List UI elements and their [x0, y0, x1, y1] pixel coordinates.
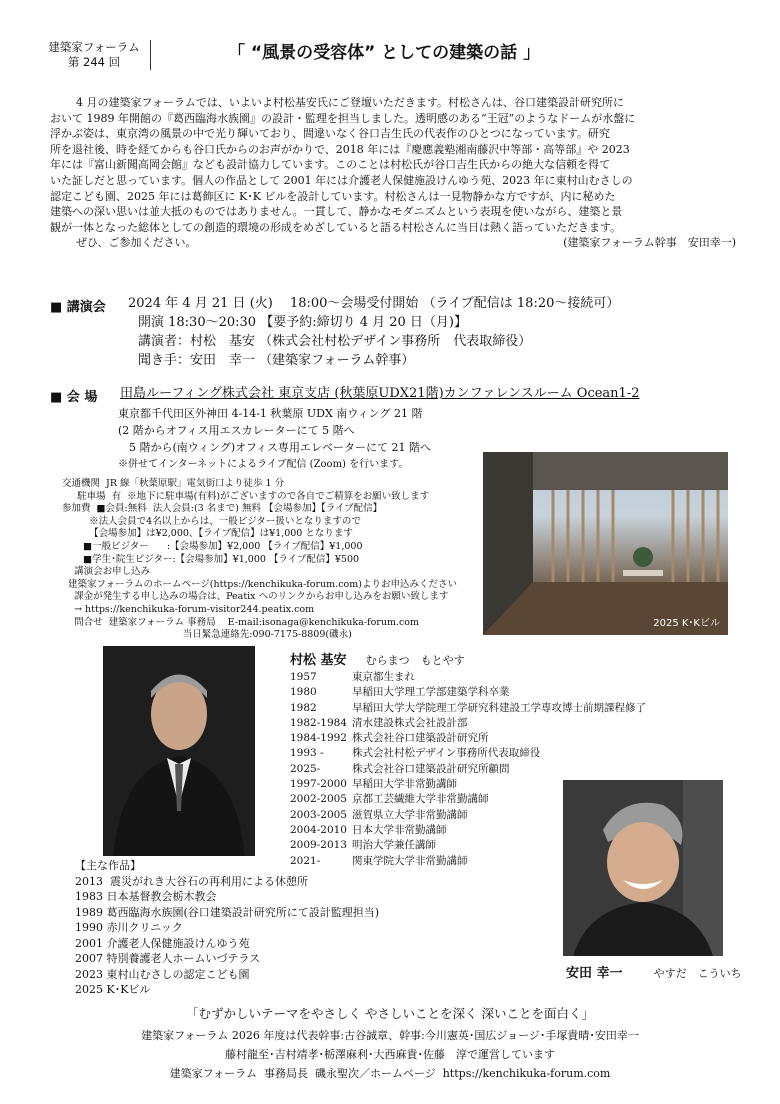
contact-phone: 当日緊急連絡先:090-7175-8809(磯永): [62, 629, 352, 641]
career-description: 早稲田大学非常勤講師: [352, 778, 457, 791]
lecture-heading: ■ 講演会: [50, 300, 106, 315]
details-block: [62, 478, 482, 642]
career-description: 滋賀県立大学非常勤講師: [352, 808, 468, 821]
venue-live-note: ※併せてインターネットによるライブ配信 (Zoom) を行います。: [118, 459, 409, 470]
lecture-interviewer: 聞き手：安田 幸一 （建築家フォーラム幹事）: [138, 353, 415, 368]
career-year: 1980: [290, 686, 317, 699]
venue-route-1: (2 階からオフィス用エスカレーターにて 5 階へ: [118, 424, 355, 437]
career-year: 1997-2000: [290, 778, 347, 791]
detail-line: 駐車場 有 ※地下に駐車場(有料)がございますので各自でご精算をお願い致します: [62, 490, 430, 502]
peatix-link[interactable]: → https://kenchikuka-forum-visitor244.peatix.com: [62, 603, 315, 615]
org-name: 建築家フォーラム: [48, 40, 140, 54]
works-block: [75, 858, 495, 998]
building-photo-caption: 2025 K･Kビル: [653, 618, 720, 629]
detail-line: ■一般ビジター :【会場参加】¥2,000 【ライブ配信】¥1,000: [62, 540, 363, 552]
page-title: 「 “風景の受容体” としての建築の話 」: [228, 43, 541, 63]
intro-line: 4 月の建築家フォーラムでは、いよいよ村松基安氏にご登壇いただきます。村松さんは、谷口建築設計研究所に: [76, 96, 624, 109]
career-row: [290, 670, 730, 685]
career-row: [290, 701, 730, 716]
interviewer-image: [563, 780, 723, 956]
detail-line: ※法人会員で4名以上からは、一般ビジター扱いとなりますので: [62, 515, 361, 527]
footer-line: 建築家フォーラム 2026 年度は代表幹事:古谷誠章、幹事:今川憲英･国広ジョージ･手塚貴晴･安田幸一: [141, 1029, 639, 1042]
work-item: 2025 K･Kビル: [75, 983, 151, 996]
career-year: 1993 -: [290, 747, 324, 760]
work-item: 1983 日本基督教会栃木教会: [75, 890, 217, 903]
career-year: 1982: [290, 701, 317, 714]
career-year: 2003-2005: [290, 808, 347, 821]
interviewer-name: 安田 幸一: [566, 966, 623, 981]
intro-line: いた証しだと思っています。個人の作品として 2001 年には介護老人保健施設けんゆう苑、2023 年に東村山むさしの: [50, 173, 633, 187]
intro-line: 認定こども園、2025 年には葛飾区に K･K ビルを設計しています。村松さんは一見物静かな方ですが、内に秘めた: [50, 189, 616, 203]
career-description: 株式会社谷口建築設計研究所: [352, 732, 489, 745]
intro-closing: ぜひ、ご参加ください。: [76, 236, 197, 250]
speaker-portrait: [103, 646, 255, 856]
career-description: 明治大学兼任講師: [352, 839, 436, 852]
intro-line: おいて 1989 年開館の『葛西臨海水族園』の設計・監理を担当しました。透明感のある“王冠”のようなドームが水盤に: [50, 111, 636, 125]
career-row: [290, 746, 730, 761]
career-year: 1982-1984: [290, 716, 347, 729]
career-year: 2004-2010: [290, 823, 347, 836]
career-year: 2002-2005: [290, 793, 347, 806]
speaker-name: 村松 基安: [290, 653, 347, 668]
detail-line: 講演会お申し込み: [62, 566, 151, 578]
footer-line: 建築家フォーラム 事務局長 磯永聖次／ホームページ https://kenchikuka-forum.com: [169, 1067, 611, 1080]
venue-address-block: [118, 405, 478, 473]
career-year: 2009-2013: [290, 839, 347, 852]
detail-line: 交通機関 JR 線「秋葉原駅」電気街口より徒歩 1 分: [62, 478, 285, 489]
work-item: 2001 介護老人保健施設けんゆう苑: [75, 936, 250, 950]
work-item: 1989 葛西臨海水族園(谷口建築設計研究所にて設計監理担当): [75, 905, 380, 919]
intro-text: [50, 95, 740, 251]
career-year: 1957: [290, 671, 317, 683]
career-description: 京都工芸繊維大学非常勤講師: [352, 793, 489, 806]
header-org-block: [46, 40, 142, 70]
career-row: [290, 731, 730, 746]
intro-line: 観が一体となった総体としての創造的環境の形成をめざしていると語る村松さんに当日は熱く語っていただきます。: [50, 220, 622, 234]
footer-line: 藤村龍至･吉村靖孝･栃澤麻利･大西麻貴･佐藤 淳で運営しています: [225, 1048, 555, 1061]
contact-line: 問合せ 建築家フォーラム 事務局 E-mail:isonaga@kenchikuka-forum.com: [62, 616, 420, 628]
venue-heading: ■ 会 場: [50, 390, 98, 405]
career-row: [290, 685, 730, 700]
interviewer-label: [566, 962, 742, 981]
works-list: [75, 874, 495, 998]
speaker-image: [103, 646, 255, 856]
venue-address: 東京都千代田区外神田 4-14-1 秋葉原 UDX 南ウィング 21 階: [118, 407, 423, 420]
detail-line: ■学生･院生ビジター:【会場参加】¥1,000 【ライブ配信】¥500: [62, 553, 360, 565]
detail-line: 建築家フォーラムのホームページ(https://kenchikuka-forum.com)よりお申込みください: [62, 578, 457, 590]
detail-line: 参加費 ■会員:無料 法人会員:(3 名まで) 無料 【会場参加】【ライブ配信】: [62, 503, 383, 515]
career-row: [290, 716, 730, 731]
career-description: 株式会社村松デザイン事務所代表取締役: [352, 747, 541, 760]
intro-line: 年には『富山新聞高岡会館』なども設計協力しています。このことは村松氏が谷口吉生氏からの絶大な信頼を得て: [50, 158, 611, 172]
venue-route-2: 5 階から(南ウィング)オフィス専用エレベーターにて 21 階へ: [118, 441, 431, 454]
speaker-reading: むらまつ もとやす: [365, 654, 465, 667]
work-item: 2013 震災がれき大谷石の再利用による休憩所: [75, 874, 308, 888]
issue-number: 第 244 回: [67, 55, 121, 69]
career-description: 東京都生まれ: [352, 671, 415, 683]
lecture-info: [128, 294, 748, 370]
detail-line: 課金が発生する申し込みの場合は、Peatix へのリンクからお申し込みをお願い致します: [62, 591, 449, 603]
career-year: 2021-: [290, 854, 321, 867]
lecture-date: 2024 年 4 月 21 日 (火) 18:00～会場受付開始 （ライブ配信は 18:20～接続可）: [128, 296, 620, 311]
venue-name: 田島ルーフィング株式会社 東京支店 (秋葉原UDX21階)カンファレンスルーム Ocean1-2: [120, 386, 640, 401]
footer-motto: 「むずかしいテーマをやさしく やさしいことを深く 深いことを面白く」: [186, 1006, 594, 1021]
detail-line: 【会場参加】は¥2,000、【ライブ配信】は¥1,000 となります: [62, 528, 353, 540]
intro-line: 浮かぶ姿は、東京湾の風景の中で光り輝いており、間違いなく谷口吉生氏の代表作のひとつになっています。研究: [50, 127, 610, 141]
career-description: 日本大学非常勤講師: [352, 823, 447, 836]
interviewer-reading: やすだ こういち: [653, 967, 742, 980]
work-item: 2023 東村山むさしの認定こども園: [75, 967, 250, 981]
career-description: 株式会社谷口建築設計研究所顧問: [352, 762, 510, 775]
building-photo: [483, 452, 728, 635]
career-description: 早稲田大学理工学部建築学科卒業: [352, 686, 510, 699]
work-item: 2007 特別養護老人ホームいづテラス: [75, 952, 261, 965]
career-year: 2025-: [290, 762, 321, 775]
work-item: 1990 赤川クリニック: [75, 921, 183, 934]
footer-block: [0, 1026, 780, 1083]
career-description: 清水建設株式会社設計部: [352, 716, 468, 729]
header-divider: [150, 40, 151, 70]
career-row: [290, 762, 730, 777]
career-year: 1984-1992: [290, 732, 347, 745]
intro-signature: (建築家フォーラム幹事 安田幸一): [563, 236, 736, 250]
lecture-speaker: 講演者：村松 基安 （株式会社村松デザイン事務所 代表取締役）: [138, 334, 532, 349]
building-image: [483, 452, 728, 635]
career-description: 関東学院大学非常勤講師: [352, 854, 468, 867]
career-description: 早稲田大学大学院理工学研究科建設工学専攻博士前期課程修了: [352, 701, 646, 714]
intro-line: 所を退社後、時を経てからも谷口氏からのお声がかりで、2018 年には『慶應義塾湘南藤沢中等部・高等部』や 2023: [50, 142, 630, 156]
works-heading: 【主な作品】: [75, 859, 141, 872]
interviewer-portrait: [563, 780, 723, 956]
lecture-time: 開演 18:30～20:30 【要予約:締切り 4 月 20 日（月)】: [138, 315, 467, 330]
intro-line: 建築への深い思いは並大抵のものではありません。一貫して、静かなモダニズムという表現を使いながら、建築と景: [50, 205, 623, 219]
